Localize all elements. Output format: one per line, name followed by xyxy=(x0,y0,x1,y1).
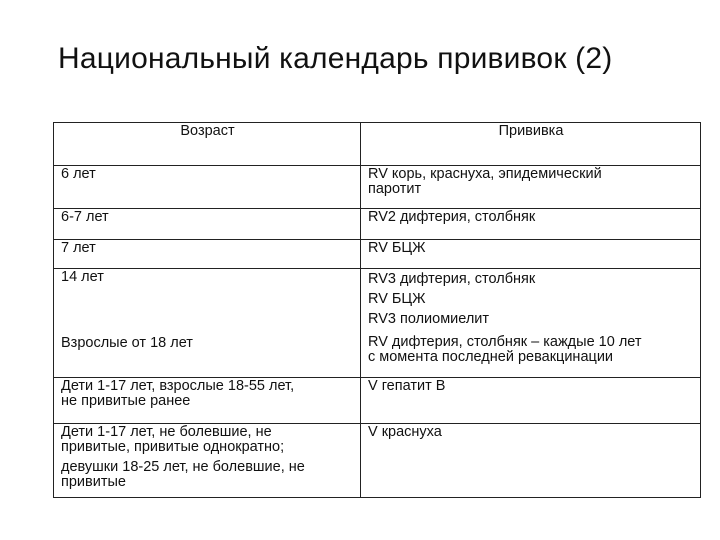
vaccine-cell xyxy=(361,378,701,424)
table-row xyxy=(54,209,701,240)
age-cell xyxy=(54,424,361,498)
column-header-vaccine: Прививка xyxy=(361,123,701,166)
vaccine-text-line: паротит xyxy=(368,181,422,197)
vaccine-cell xyxy=(361,166,701,209)
age-cell xyxy=(54,166,361,209)
age-text-line: привитые, привитые однократно; xyxy=(61,439,285,455)
vaccine-text-line: RV корь, краснуха, эпидемический xyxy=(368,166,602,182)
vaccine-text-line: RV3 полиомиелит xyxy=(368,311,490,327)
table-row xyxy=(54,240,701,269)
table-row xyxy=(54,269,701,378)
vaccine-cell xyxy=(361,424,701,498)
age-cell xyxy=(54,378,361,424)
vaccine-text-line: RV2 дифтерия, столбняк xyxy=(368,209,536,225)
table-row xyxy=(54,378,701,424)
vaccine-text-line: RV БЦЖ xyxy=(368,291,426,307)
age-text: 6-7 лет xyxy=(61,209,109,225)
vaccine-text-line: с момента последней ревакцинации xyxy=(368,349,614,365)
age-text: 14 лет xyxy=(61,269,104,285)
table-header-row xyxy=(54,123,701,166)
table-row xyxy=(54,424,701,498)
table-row xyxy=(54,166,701,209)
age-text-line: девушки 18-25 лет, не болевшие, не xyxy=(61,459,305,475)
age-cell xyxy=(54,240,361,269)
age-text-line: привитые xyxy=(61,474,126,490)
vaccine-text-line: V краснуха xyxy=(368,424,442,440)
age-text: 6 лет xyxy=(61,166,96,182)
age-cell xyxy=(54,209,361,240)
vaccination-schedule-table xyxy=(53,122,701,498)
column-header-age: Возраст xyxy=(54,123,361,166)
vaccine-text-line: V гепатит В xyxy=(368,378,446,394)
age-text-line: Дети 1-17 лет, не болевшие, не xyxy=(61,424,272,440)
vaccine-text-line: RV дифтерия, столбняк – каждые 10 лет xyxy=(368,334,642,350)
vaccine-cell xyxy=(361,240,701,269)
vaccine-text-line: RV БЦЖ xyxy=(368,240,426,256)
vaccine-cell xyxy=(361,209,701,240)
age-text: 7 лет xyxy=(61,240,96,256)
age-text: Взрослые от 18 лет xyxy=(61,335,193,351)
vaccine-cell xyxy=(361,269,701,378)
age-cell xyxy=(54,269,361,378)
vaccine-text-line: RV3 дифтерия, столбняк xyxy=(368,271,536,287)
age-text-line: Дети 1-17 лет, взрослые 18-55 лет, xyxy=(61,378,295,394)
age-text-line: не привитые ранее xyxy=(61,393,191,409)
page-title: Национальный календарь прививок (2) xyxy=(58,42,613,75)
